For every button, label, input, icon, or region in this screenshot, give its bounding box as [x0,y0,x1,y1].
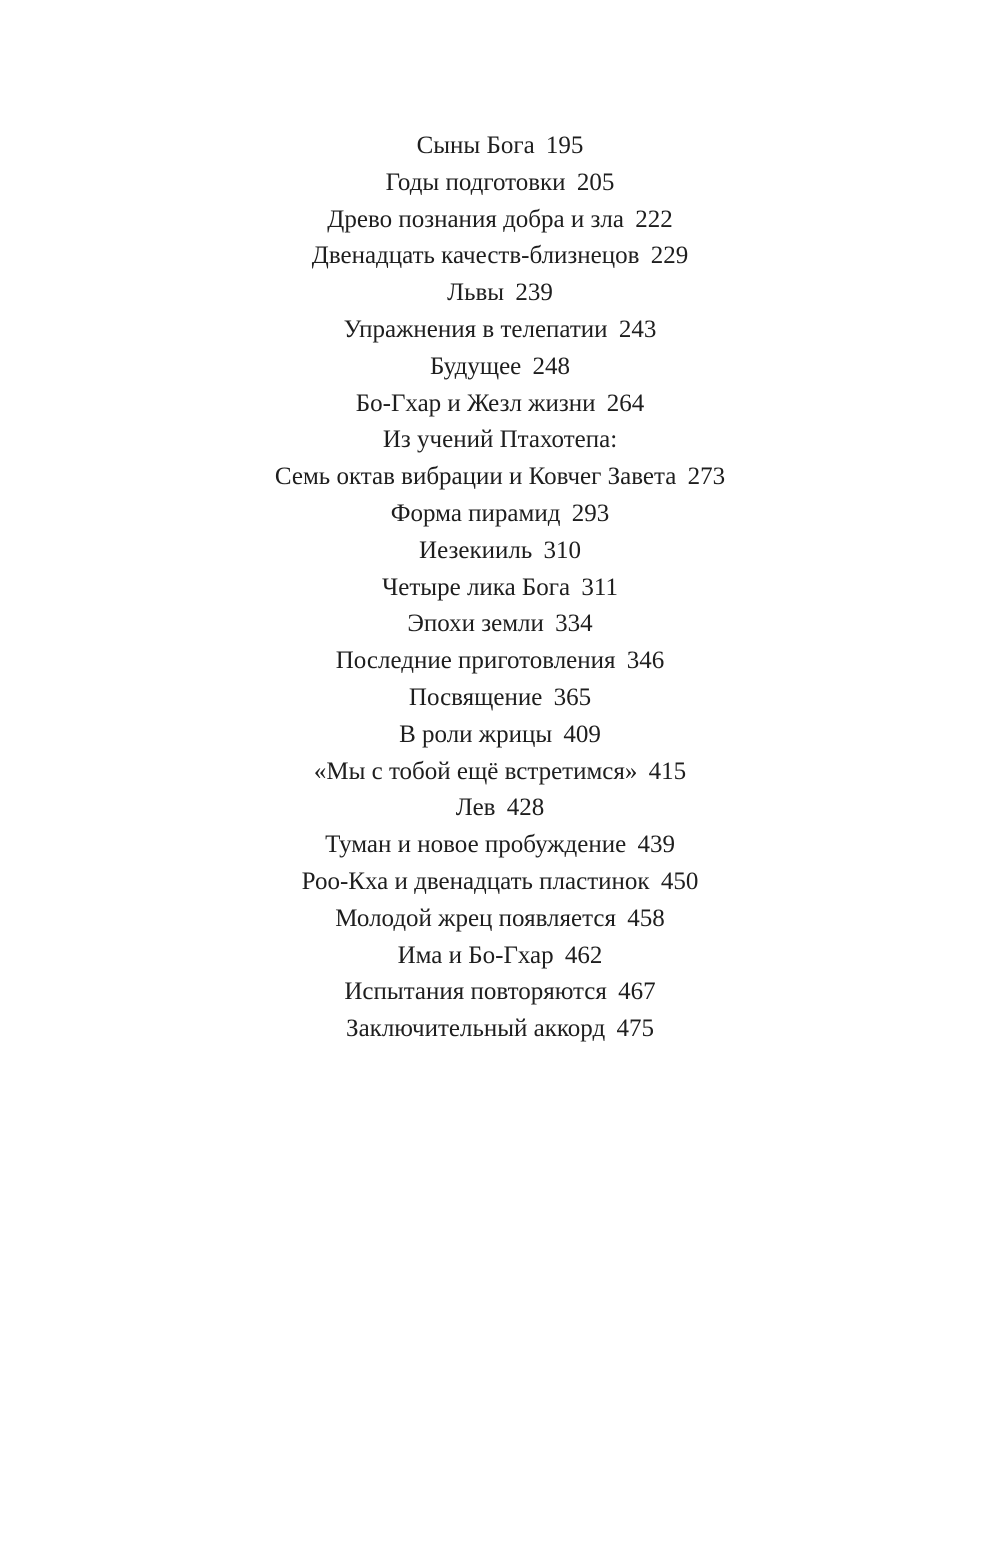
toc-entry [0,275,1000,312]
toc-entry-title: Из учений Птахотепа: [382,426,618,454]
toc-entry-title: Последние приготовления [335,647,616,675]
toc-entry [0,864,1000,901]
toc-entry [0,1011,1000,1048]
toc-entry-page: 334 [555,610,593,638]
toc-entry-title: Семь октав вибрации и Ковчег Завета [274,463,677,491]
toc-entry-title: Форма пирамид [390,499,561,527]
toc-entry-page: 273 [687,463,726,491]
toc-entry-page: 311 [581,573,618,601]
toc-entry-title: Четыре лика Бога [382,573,571,601]
toc-entry [0,680,1000,717]
toc-entry-title: Древо познания добра и зла [327,205,624,233]
toc-entry-page: 239 [515,279,553,307]
toc-entry [0,570,1000,607]
toc-entry [0,754,1000,791]
toc-entry-title: Эпохи земли [407,610,544,638]
toc-entry-title: Испытания повторяются [344,978,607,1006]
toc-entry-title: Туман и новое пробуждение [325,831,627,859]
toc-entry-title: Двенадцать качеств-близнецов [311,242,640,270]
toc-entry-page: 229 [650,242,689,270]
table-of-contents [0,128,1000,1048]
toc-entry [0,128,1000,165]
toc-entry-title: Упражнения в телепатии [343,315,608,343]
toc-section-heading [0,422,1000,459]
toc-entry-title: Лев [455,794,496,822]
toc-entry-page: 462 [564,941,603,969]
toc-entry-title: Годы подготовки [385,168,566,196]
toc-entry [0,901,1000,938]
toc-entry-title: Роо-Кха и двенадцать пластинок [301,867,650,895]
toc-entry-page: 415 [648,757,687,785]
toc-entry [0,312,1000,349]
toc-entry [0,386,1000,423]
toc-entry-title: Иезекииль [419,536,533,564]
toc-entry-page: 409 [563,720,601,748]
toc-entry-page: 264 [606,389,645,417]
toc-entry-page: 293 [571,499,610,527]
toc-entry-title: Бо-Гхар и Жезл жизни [355,389,596,417]
toc-entry-page: 458 [627,904,665,932]
toc-entry-title: Молодой жрец появляется [335,904,616,932]
toc-entry [0,606,1000,643]
toc-entry-page: 450 [660,867,699,895]
toc-entry-page: 439 [637,831,675,859]
toc-entry-page: 310 [543,536,581,564]
toc-entry [0,533,1000,570]
toc-entry [0,165,1000,202]
toc-entry-title: Львы [447,279,505,307]
toc-entry-page: 475 [616,1015,654,1043]
toc-entry-title: Има и Бо-Гхар [397,941,554,969]
toc-entry [0,459,1000,496]
toc-entry-title: В роли жрицы [399,720,553,748]
toc-entry-title: Сыны Бога [416,132,535,159]
toc-entry-page: 222 [635,205,673,233]
toc-entry [0,496,1000,533]
toc-entry [0,827,1000,864]
toc-entry-page: 195 [545,132,584,159]
toc-entry-page: 467 [618,978,656,1006]
toc-entry-title: Будущее [429,352,522,380]
toc-entry [0,238,1000,275]
toc-entry-page: 365 [553,683,592,711]
toc-entry-page: 205 [576,168,615,196]
toc-entry-page: 248 [532,352,571,380]
toc-entry [0,974,1000,1011]
toc-entry [0,349,1000,386]
toc-entry [0,717,1000,754]
toc-entry-page: 428 [506,794,545,822]
toc-entry [0,938,1000,975]
toc-entry-page: 243 [618,315,657,343]
toc-entry-title: «Мы с тобой ещё встретимся» [313,757,638,785]
toc-entry [0,643,1000,680]
toc-entry [0,790,1000,827]
toc-entry-title: Посвящение [408,683,543,711]
toc-entry-page: 346 [626,647,665,675]
toc-entry [0,202,1000,239]
toc-entry-title: Заключительный аккорд [346,1015,606,1043]
